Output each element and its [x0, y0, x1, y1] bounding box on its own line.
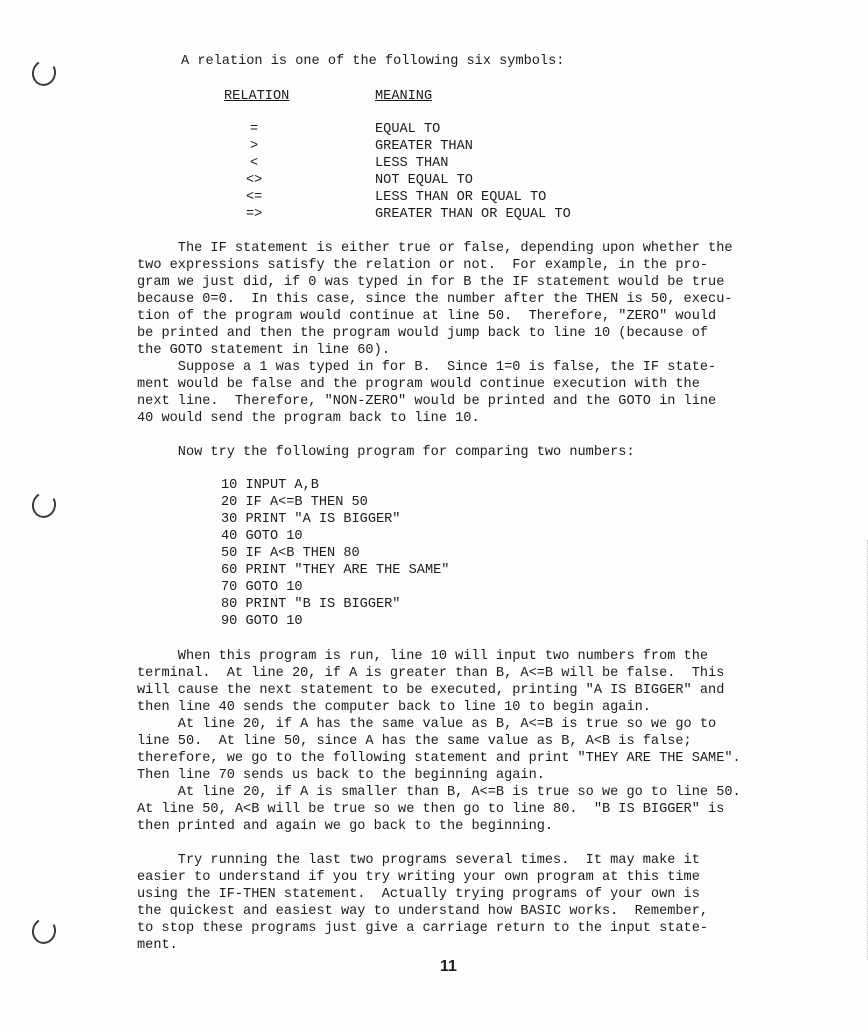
relation-symbol: <>	[246, 173, 263, 188]
relation-meaning: EQUAL TO	[375, 122, 441, 137]
paragraph-line: will cause the next statement to be executed, printing "A IS BIGGER" and	[137, 683, 725, 698]
code-line: 90 GOTO 10	[221, 614, 303, 629]
relation-symbol: =>	[246, 207, 263, 222]
paragraph-line: using the IF-THEN statement. Actually trying programs of your own is	[137, 887, 700, 902]
paragraph-line: 40 would send the program back to line 10.	[137, 411, 480, 426]
paragraph-line: Then line 70 sends us back to the beginning again.	[137, 768, 545, 783]
paragraph-line: because 0=0. In this case, since the number after the THEN is 50, execu-	[137, 292, 733, 307]
paragraph-line: At line 20, if A has the same value as B, A<=B is true so we go to	[137, 717, 717, 732]
paragraph-line: ment.	[137, 938, 178, 953]
page-number: 11	[440, 958, 457, 975]
relation-meaning: GREATER THAN	[375, 139, 473, 154]
paragraph-line: tion of the program would continue at line 50. Therefore, "ZERO" would	[137, 309, 717, 324]
paragraph-line: Try running the last two programs several times. It may make it	[137, 853, 700, 868]
punch-hole-top	[29, 57, 59, 88]
paragraph-line: next line. Therefore, "NON-ZERO" would be printed and the GOTO in line	[137, 394, 717, 409]
relation-meaning: LESS THAN	[375, 156, 449, 171]
paragraph-line: Suppose a 1 was typed in for B. Since 1=0 is false, the IF state-	[137, 360, 717, 375]
code-line: 10 INPUT A,B	[221, 478, 319, 493]
paragraph-line: terminal. At line 20, if A is greater than B, A<=B will be false. This	[137, 666, 725, 681]
paragraph-line: two expressions satisfy the relation or not. For example, in the pro-	[137, 258, 709, 273]
code-line: 30 PRINT "A IS BIGGER"	[221, 512, 401, 527]
paragraph-line: The IF statement is either true or false, depending upon whether the	[137, 241, 733, 256]
paragraph-line: the quickest and easiest way to understand how BASIC works. Remember,	[137, 904, 709, 919]
paragraph-line: the GOTO statement in line 60).	[137, 343, 390, 358]
paragraph-line: easier to understand if you try writing your own program at this time	[137, 870, 700, 885]
code-line: 70 GOTO 10	[221, 580, 303, 595]
code-line: 60 PRINT "THEY ARE THE SAME"	[221, 563, 450, 578]
paragraph-line: At line 50, A<B will be true so we then go to line 80. "B IS BIGGER" is	[137, 802, 725, 817]
code-line: 50 IF A<B THEN 80	[221, 546, 360, 561]
paragraph-line: At line 20, if A is smaller than B, A<=B is true so we go to line 50.	[137, 785, 741, 800]
relation-header: RELATION	[224, 89, 290, 104]
paragraph-line: line 50. At line 50, since A has the same value as B, A<B is false;	[137, 734, 692, 749]
paragraph-line: to stop these programs just give a carriage return to the input state-	[137, 921, 709, 936]
relation-symbol: >	[250, 139, 259, 154]
relation-meaning: LESS THAN OR EQUAL TO	[375, 190, 547, 205]
code-line: 20 IF A<=B THEN 50	[221, 495, 368, 510]
relation-meaning: NOT EQUAL TO	[375, 173, 473, 188]
relation-symbol: =	[250, 122, 259, 137]
code-line: 80 PRINT "B IS BIGGER"	[221, 597, 401, 612]
paragraph-line: then line 40 sends the computer back to line 10 to begin again.	[137, 700, 651, 715]
relation-symbol: <	[250, 156, 259, 171]
paragraph-now-try: Now try the following program for comparing two numbers:	[137, 445, 635, 460]
paragraph-line: gram we just did, if 0 was typed in for B the IF statement would be true	[137, 275, 725, 290]
paragraph-line: ment would be false and the program would continue execution with the	[137, 377, 700, 392]
punch-hole-middle	[29, 489, 59, 520]
relation-symbol: <=	[246, 190, 263, 205]
punch-hole-bottom	[29, 915, 59, 946]
meaning-header: MEANING	[375, 89, 433, 104]
relation-meaning: GREATER THAN OR EQUAL TO	[375, 207, 571, 222]
paragraph-line: therefore, we go to the following statement and print "THEY ARE THE SAME".	[137, 751, 741, 766]
intro-text: A relation is one of the following six symbols:	[181, 54, 565, 69]
paragraph-line: be printed and then the program would jump back to line 10 (because of	[137, 326, 709, 341]
paragraph-line: then printed and again we go back to the beginning.	[137, 819, 554, 834]
paragraph-line: When this program is run, line 10 will input two numbers from the	[137, 649, 709, 664]
code-line: 40 GOTO 10	[221, 529, 303, 544]
